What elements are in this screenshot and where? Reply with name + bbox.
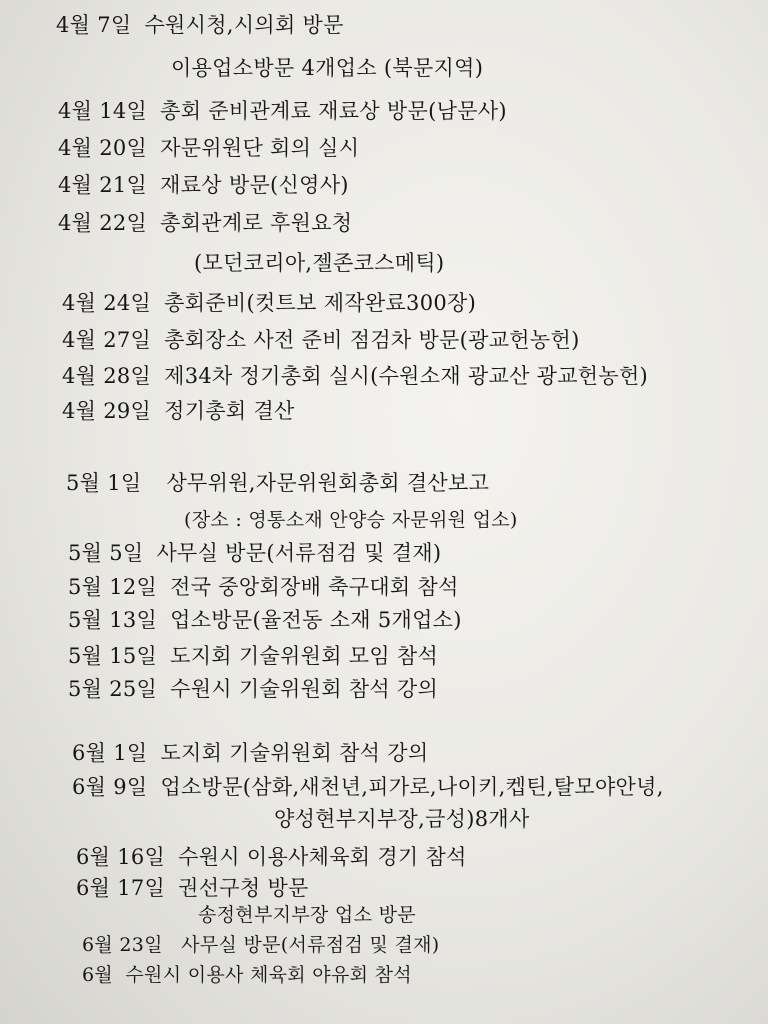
entry-date: 4월 20일: [58, 136, 148, 160]
entry-line: [58, 98, 507, 124]
entry-date: 4월 21일: [58, 173, 148, 197]
entry-line: [76, 875, 309, 901]
entry-text: 수원시 이용사체육회 경기 참석: [178, 845, 467, 869]
entry-line: [56, 12, 344, 38]
entry-text: 사무실 방문(서류점검 및 결재): [181, 934, 440, 956]
entry-line: [58, 135, 359, 161]
entry-text: 도지회 기술위원회 참석 강의: [160, 741, 429, 765]
entry-date: 6월 1일: [72, 741, 148, 765]
entry-text: 수원시청,시의회 방문: [144, 13, 344, 37]
entry-line: [68, 540, 441, 566]
entry-line: [72, 740, 428, 766]
entry-text: 총회장소 사전 준비 점검차 방문(광교헌농헌): [164, 328, 580, 352]
entry-date: 5월 5일: [68, 541, 144, 565]
entry-line: [268, 806, 530, 832]
entry-date: 5월 15일: [68, 644, 158, 668]
entry-date: 5월 1일: [66, 471, 142, 495]
entry-date: 4월 22일: [58, 211, 148, 235]
entry-text: 총회 준비관계료 재료상 방문(남문사): [160, 99, 507, 123]
entry-text: 제34차 정기총회 실시(수원소재 광교산 광교헌농헌): [164, 364, 649, 388]
entry-text: (장소 : 영통소재 안양승 자문위원 업소): [184, 509, 518, 531]
entry-line: [68, 607, 462, 633]
entry-text: 총회관계로 후원요청: [160, 211, 353, 235]
entry-date: 4월 28일: [62, 364, 152, 388]
entry-line: [68, 676, 438, 702]
entry-text: 이용업소방문 4개업소 (북문지역): [171, 56, 484, 80]
entry-date: 5월 13일: [68, 608, 158, 632]
entry-date: 4월 29일: [62, 399, 152, 423]
entry-date: 4월 7일: [56, 13, 132, 37]
entry-text: 사무실 방문(서류점검 및 결재): [156, 541, 442, 565]
entry-text: 수원시 이용사 체육회 야유회 참석: [125, 964, 412, 986]
entry-line: [68, 574, 459, 600]
entry-text: 총회준비(컷트보 제작완료300장): [164, 291, 477, 315]
entry-line: [72, 774, 664, 800]
entry-line: [165, 55, 483, 81]
entry-line: [58, 210, 352, 236]
entry-line: [178, 507, 518, 533]
entry-line: [58, 172, 349, 198]
entry-date: 4월 14일: [58, 99, 148, 123]
entry-text: 양성현부지부장,금성)8개사: [274, 807, 530, 831]
entry-line: [62, 327, 580, 353]
entry-line: [62, 290, 476, 316]
entry-text: 업소방문(율전동 소재 5개업소): [170, 608, 462, 632]
entry-date: 6월 17일: [76, 876, 166, 900]
entry-text: 재료상 방문(신영사): [160, 173, 349, 197]
entry-line: [188, 250, 444, 276]
entry-line: [76, 844, 467, 870]
entry-text: 권선구청 방문: [178, 876, 309, 900]
entry-date: 5월 25일: [68, 677, 158, 701]
entry-line: [62, 398, 295, 424]
entry-date: 6월 23일: [82, 934, 163, 956]
entry-line: [82, 962, 412, 988]
entry-text: 자문위원단 회의 실시: [160, 136, 360, 160]
entry-date: 6월: [82, 964, 114, 986]
entry-date: 4월 27일: [62, 328, 152, 352]
entry-date: 6월 9일: [72, 775, 148, 799]
entry-line: [82, 932, 439, 958]
entry-line: [62, 363, 648, 389]
entry-date: 4월 24일: [62, 291, 152, 315]
entry-text: 상무위원,자문위원회총회 결산보고: [166, 471, 490, 495]
entry-line: [68, 643, 438, 669]
entry-text: 전국 중앙회장배 축구대회 참석: [170, 575, 459, 599]
entry-text: 정기총회 결산: [164, 399, 295, 423]
entry-text: 수원시 기술위원회 참석 강의: [170, 677, 439, 701]
entry-date: 6월 16일: [76, 845, 166, 869]
entry-line: [192, 902, 416, 928]
entry-line: [66, 470, 489, 496]
entry-date: 5월 12일: [68, 575, 158, 599]
entry-text: 도지회 기술위원회 모임 참석: [170, 644, 439, 668]
entry-text: (모던코리아,젤존코스메틱): [194, 251, 445, 275]
entry-text: 송정현부지부장 업소 방문: [198, 904, 416, 926]
entry-text: 업소방문(삼화,새천년,피가로,나이키,켑틴,탈모야안녕,: [160, 775, 664, 799]
